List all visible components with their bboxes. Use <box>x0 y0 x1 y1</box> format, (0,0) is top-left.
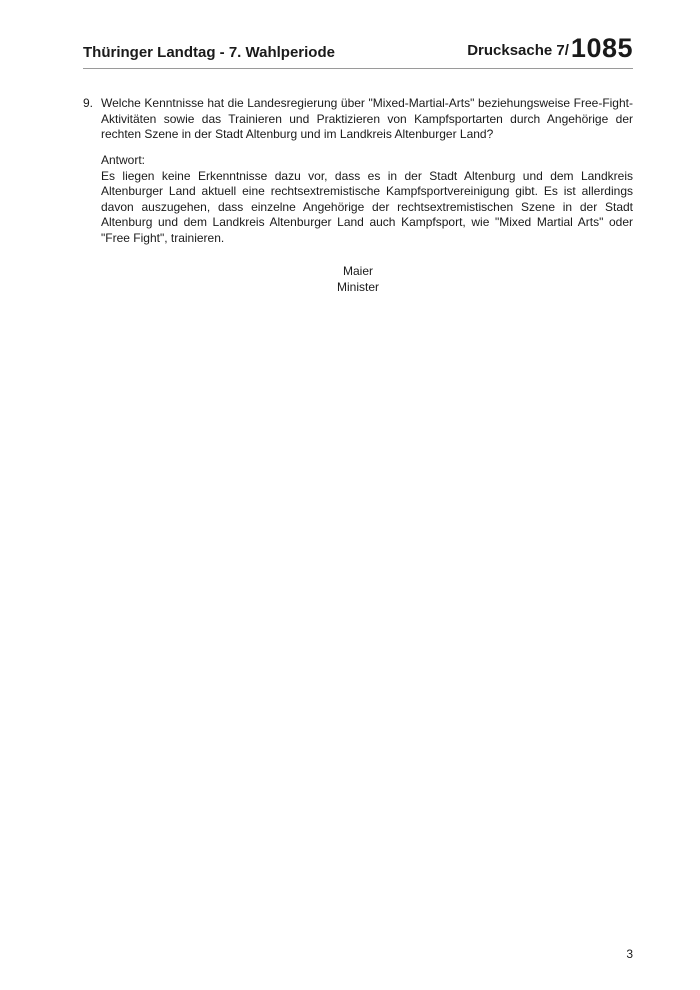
document-prefix: Drucksache 7/ <box>467 42 569 59</box>
answer-text: Es liegen keine Erkenntnisse dazu vor, dass es in der Stadt Altenburg und dem Landkreis Altenburger Land aktuell eine rechtsextremistische Kampfsportvereinigung gibt. Es ist allerdings davon auszugehen, dass einzelne Angehörige der rechtsextremistischen Szene in der Stadt Altenburg und dem Landkreis Altenburger Land auch Kampfsport, wie "Mixed Martial Arts" oder "Free Fight", trainieren. <box>101 168 633 245</box>
parliament-title: Thüringer Landtag - 7. Wahlperiode <box>83 44 335 61</box>
answer-label: Antwort: <box>101 153 146 167</box>
document-number: 1085 <box>570 33 633 63</box>
question-number: 9. <box>83 96 94 110</box>
signatory-name: Maier <box>342 264 373 278</box>
question-block <box>83 96 633 143</box>
page-header <box>83 30 633 69</box>
question-text: Welche Kenntnisse hat die Landesregierung über "Mixed-Martial-Arts" beziehungsweise Free-Fight-Aktivitäten sowie das Trainieren und Praktizieren von Kampfsportarten durch Angehörige der rechten Szene in der Stadt Altenburg und im Landkreis Altenburger Land? <box>101 96 633 142</box>
page-number: 3 <box>626 947 633 961</box>
document-reference <box>467 33 633 64</box>
signature-block <box>258 264 458 295</box>
signatory-role: Minister <box>336 279 379 294</box>
answer-block <box>101 153 633 247</box>
